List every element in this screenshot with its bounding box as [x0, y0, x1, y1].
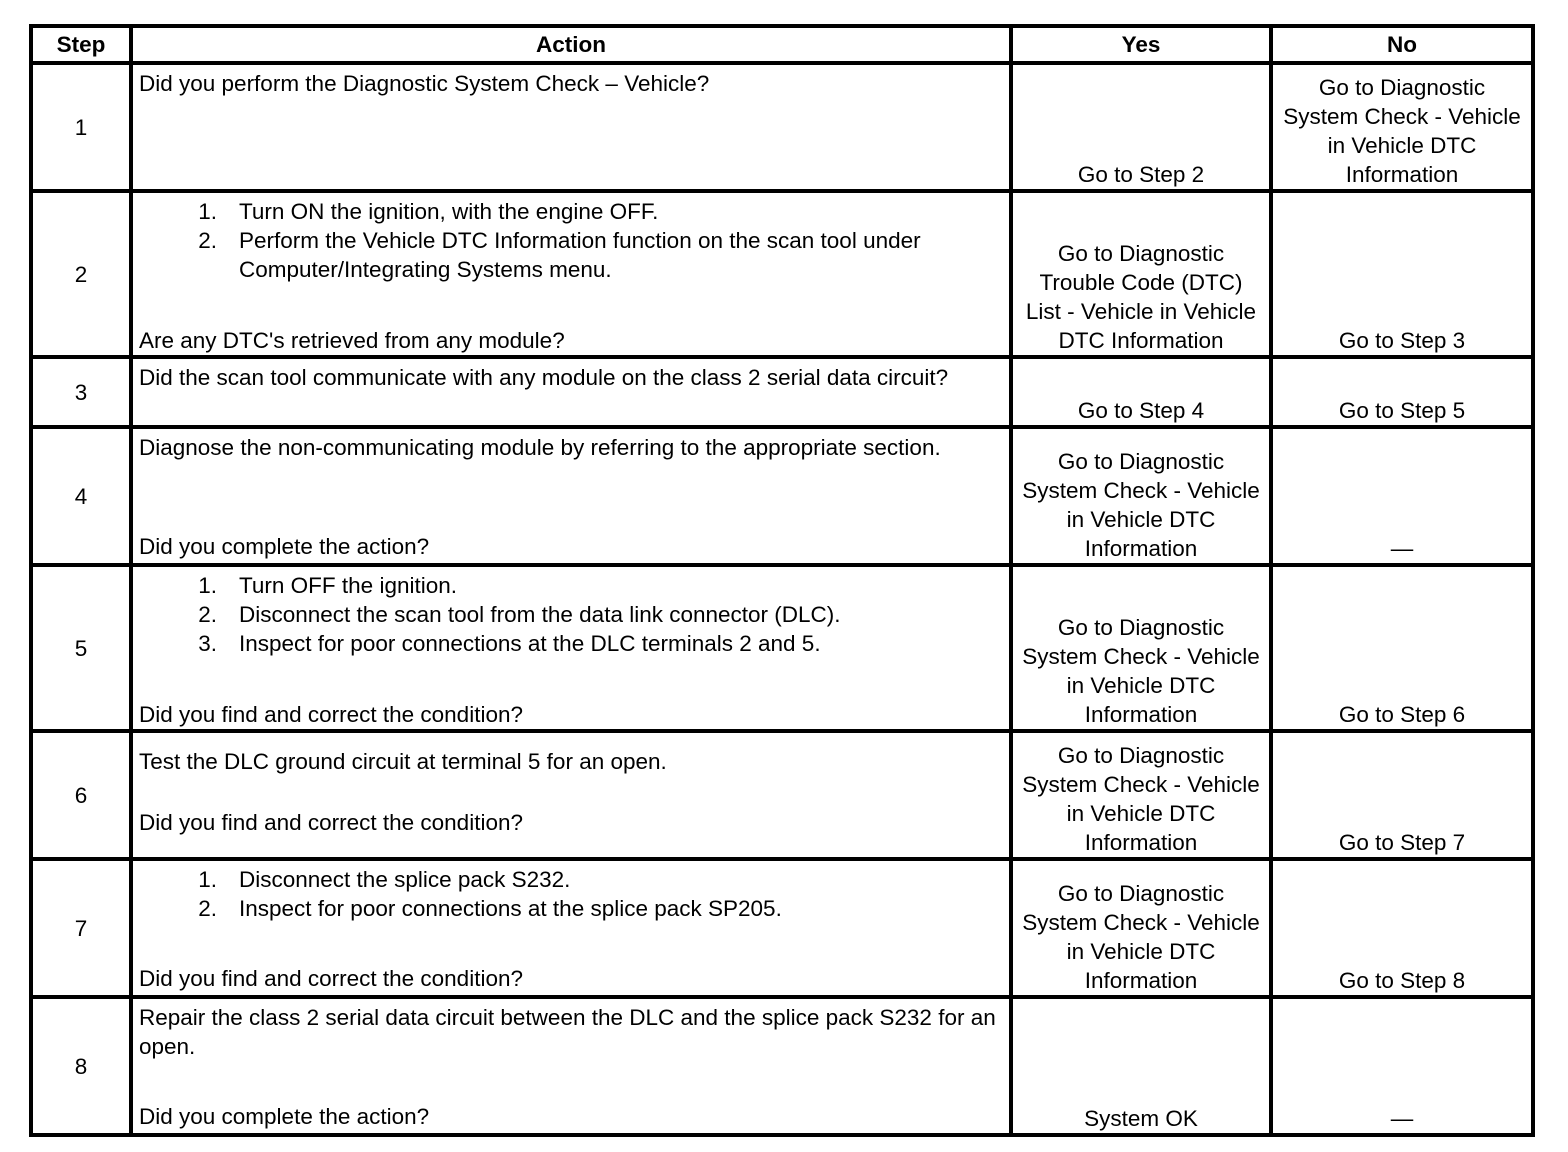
yes-cell: Go to Step 2: [1011, 63, 1271, 191]
table-row-step-5: [31, 565, 1533, 731]
action-question: Did you find and correct the condition?: [139, 702, 523, 727]
yes-cell: Go to Diagnostic System Check - Vehicle in Vehicle DTC Information: [1011, 427, 1271, 565]
yes-cell: Go to Diagnostic Trouble Code (DTC) List - Vehicle in Vehicle DTC Information: [1011, 191, 1271, 357]
table-row-step-6: [31, 731, 1533, 859]
action-cell: [131, 427, 1011, 565]
no-cell: Go to Step 5: [1271, 357, 1533, 427]
step-number: 1: [31, 63, 131, 191]
table-row-step-1: [31, 63, 1533, 191]
header-row: [31, 26, 1533, 63]
header-yes: Yes: [1011, 26, 1271, 63]
yes-cell: Go to Diagnostic System Check - Vehicle in Vehicle DTC Information: [1011, 859, 1271, 997]
header-no: No: [1271, 26, 1533, 63]
step-number: 3: [31, 357, 131, 427]
action-cell: [131, 565, 1011, 731]
action-question: Are any DTC's retrieved from any module?: [139, 328, 565, 353]
step-number: 8: [31, 997, 131, 1135]
substep-list: [139, 197, 1003, 284]
no-cell: Go to Step 3: [1271, 191, 1533, 357]
step-number: 6: [31, 731, 131, 859]
no-cell: Go to Step 6: [1271, 565, 1533, 731]
table-row-step-7: [31, 859, 1533, 997]
action-cell: [131, 859, 1011, 997]
yes-cell: Go to Diagnostic System Check - Vehicle in Vehicle DTC Information: [1011, 565, 1271, 731]
action-cell: [131, 357, 1011, 427]
header-action: Action: [131, 26, 1011, 63]
no-cell: —: [1271, 427, 1533, 565]
substep-item: 3. Inspect for poor connections at the DLC terminals 2 and 5.: [198, 631, 821, 656]
action-question: Did you find and correct the condition?: [139, 810, 523, 835]
no-cell: Go to Step 7: [1271, 731, 1533, 859]
step-number: 2: [31, 191, 131, 357]
no-cell: Go to Step 8: [1271, 859, 1533, 997]
no-cell: Go to Diagnostic System Check - Vehicle in Vehicle DTC Information: [1271, 63, 1533, 191]
no-cell: —: [1271, 997, 1533, 1135]
action-text: Diagnose the non-communicating module by referring to the appropriate section.: [139, 435, 941, 460]
action-cell: [131, 191, 1011, 357]
action-text: Did you perform the Diagnostic System Check – Vehicle?: [139, 71, 710, 96]
substep-item: 2. Perform the Vehicle DTC Information function on the scan tool under Computer/Integrating Systems menu.: [198, 228, 921, 282]
header-step: Step: [31, 26, 131, 63]
substep-item: 1. Disconnect the splice pack S232.: [198, 867, 571, 892]
substep-list: [139, 865, 1003, 923]
substep-item: 1. Turn ON the ignition, with the engine OFF.: [198, 199, 659, 224]
step-number: 4: [31, 427, 131, 565]
table-row-step-8: [31, 997, 1533, 1135]
action-cell: [131, 731, 1011, 859]
action-question: Did you complete the action?: [139, 534, 430, 559]
step-number: 7: [31, 859, 131, 997]
yes-cell: Go to Diagnostic System Check - Vehicle in Vehicle DTC Information: [1011, 731, 1271, 859]
table-row-step-4: [31, 427, 1533, 565]
step-number: 5: [31, 565, 131, 731]
action-cell: [131, 997, 1011, 1135]
table-row-step-2: [31, 191, 1533, 357]
table-row-step-3: [31, 357, 1533, 427]
action-text: Test the DLC ground circuit at terminal 5 for an open.: [139, 749, 667, 774]
yes-cell: System OK: [1011, 997, 1271, 1135]
substep-item: 2. Inspect for poor connections at the splice pack SP205.: [198, 896, 782, 921]
diagnostic-table: [29, 24, 1535, 1137]
substep-item: 1. Turn OFF the ignition.: [198, 573, 458, 598]
substep-list: [139, 571, 1003, 658]
action-question: Did you complete the action?: [139, 1104, 430, 1129]
action-text: Did the scan tool communicate with any module on the class 2 serial data circuit?: [139, 365, 949, 390]
substep-item: 2. Disconnect the scan tool from the data link connector (DLC).: [198, 602, 841, 627]
yes-cell: Go to Step 4: [1011, 357, 1271, 427]
action-text: Repair the class 2 serial data circuit between the DLC and the splice pack S232 for an open.: [139, 1005, 996, 1059]
action-cell: [131, 63, 1011, 191]
action-question: Did you find and correct the condition?: [139, 966, 523, 991]
